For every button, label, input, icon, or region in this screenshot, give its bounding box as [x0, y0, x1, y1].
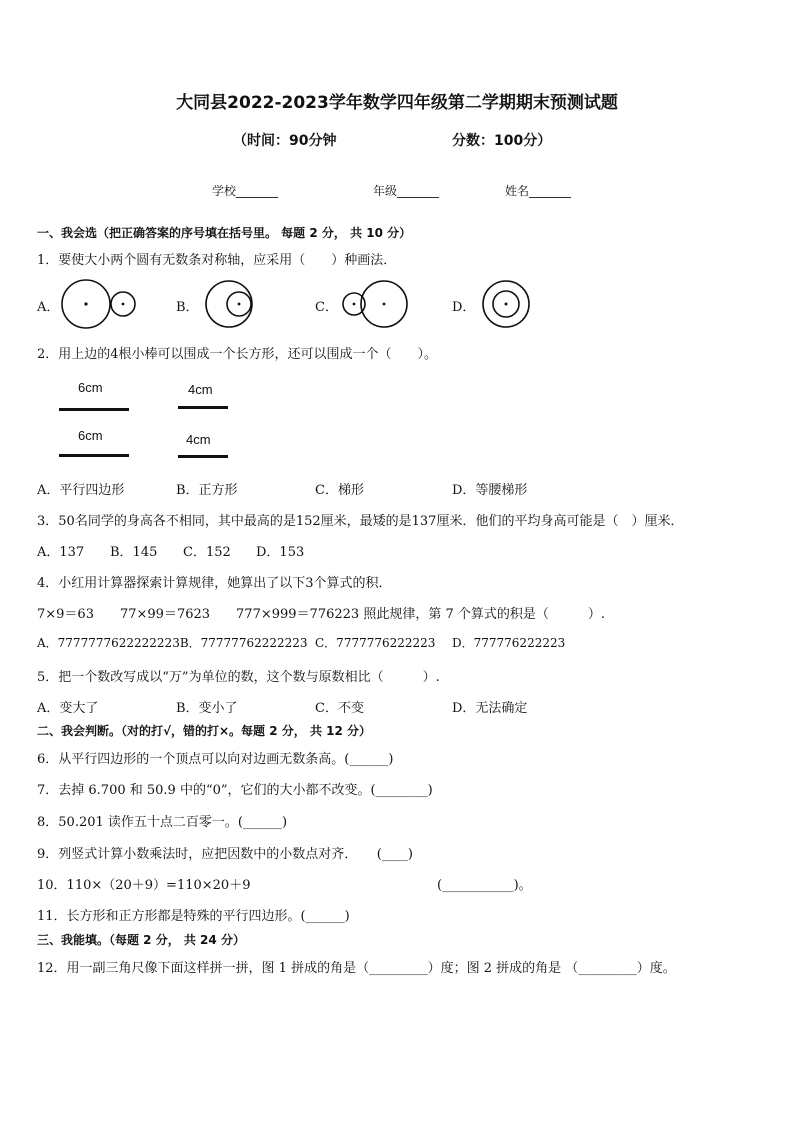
q4-option-ab: A．7777777622222223B．77777762222223 — [37, 636, 308, 650]
stick-label-1: 6cm — [78, 380, 103, 395]
q4-option-d: D．777776222223 — [452, 636, 566, 650]
question-7: 7．去掉 6.700 和 50.9 中的“0”，它们的大小都不改变。(________) — [37, 783, 433, 798]
q3-option-c: C．152 — [183, 545, 231, 560]
q1-figure-a — [60, 276, 140, 332]
q5-option-d: D．无法确定 — [452, 701, 528, 716]
stick-label-2: 4cm — [188, 382, 213, 397]
stick-4 — [178, 455, 228, 458]
q1-option-c: C． — [315, 300, 338, 315]
question-4-formulas: 7×9＝63 77×99＝7623 777×999＝776223 照此规律，第 7 个算式的积是（ ）. — [37, 607, 605, 622]
exam-time: （时间：90分钟 — [233, 133, 337, 149]
q3-option-d: D．153 — [256, 545, 305, 560]
stick-2 — [178, 406, 228, 409]
stick-1 — [59, 408, 129, 411]
name-field: 姓名_______ — [505, 184, 572, 198]
stick-label-4: 4cm — [186, 432, 211, 447]
school-field: 学校_______ — [212, 184, 279, 198]
section-1-heading: 一、我会选（把正确答案的序号填在括号里。 每题 2 分， 共 10 分） — [37, 226, 412, 240]
q2-option-d: D．等腰梯形 — [452, 483, 528, 498]
q3-option-b: B．145 — [110, 545, 158, 560]
question-2: 2．用上边的4根小棒可以围成一个长方形，还可以围成一个（ ）。 — [37, 347, 438, 362]
q1-figure-d — [478, 276, 534, 332]
q1-figure-b — [203, 276, 263, 332]
q4-option-c: C．7777776222223 — [315, 636, 436, 650]
q2-option-b: B．正方形 — [176, 483, 238, 498]
q5-option-b: B．变小了 — [176, 701, 238, 716]
q3-option-a: A．137 — [37, 545, 85, 560]
question-10-blank: (___________)。 — [437, 878, 532, 893]
stick-3 — [59, 454, 129, 457]
question-8: 8．50.201 读作五十点二百零一。(______) — [37, 815, 288, 830]
section-3-heading: 三、我能填。（每题 2 分， 共 24 分） — [37, 933, 245, 947]
question-11: 11．长方形和正方形都是特殊的平行四边形。(______) — [37, 909, 350, 924]
q1-option-d: D． — [452, 300, 476, 315]
question-3: 3．50名同学的身高各不相同，其中最高的是152厘米，最矮的是137厘米．他们的平均身高可能是（ ）厘米． — [37, 514, 684, 529]
question-10: 10．110×（20＋9）=110×20＋9 — [37, 878, 251, 893]
page-title: 大同县2022-2023学年数学四年级第二学期期末预测试题 — [176, 93, 618, 113]
question-12: 12．用一副三角尺像下面这样拼一拼，图 1 拼成的角是（_________）度；图 2 拼成的角是 （_________）度。 — [37, 961, 676, 976]
q5-option-a: A．变大了 — [37, 701, 99, 716]
stick-label-3: 6cm — [78, 428, 103, 443]
q2-option-c: C．梯形 — [315, 483, 364, 498]
question-9: 9．列竖式计算小数乘法时，应把因数中的小数点对齐． (____) — [37, 847, 413, 862]
section-2-heading: 二、我会判断。（对的打√，错的打×。每题 2 分， 共 12 分） — [37, 724, 371, 738]
q1-figure-c — [338, 276, 412, 332]
question-6: 6．从平行四边形的一个顶点可以向对边画无数条高。(______) — [37, 752, 394, 767]
question-1: 1．要使大小两个圆有无数条对称轴，应采用（ ）种画法． — [37, 253, 397, 268]
q1-option-a: A． — [37, 300, 60, 315]
q2-option-a: A．平行四边形 — [37, 483, 125, 498]
exam-score: 分数：100分） — [452, 133, 552, 149]
q5-option-c: C．不变 — [315, 701, 364, 716]
grade-field: 年级_______ — [373, 184, 440, 198]
question-5: 5．把一个数改写成以“万”为单位的数，这个数与原数相比（ ）. — [37, 670, 440, 685]
q1-option-b: B． — [176, 300, 199, 315]
question-4: 4．小红用计算器探索计算规律，她算出了以下3个算式的积． — [37, 576, 392, 591]
